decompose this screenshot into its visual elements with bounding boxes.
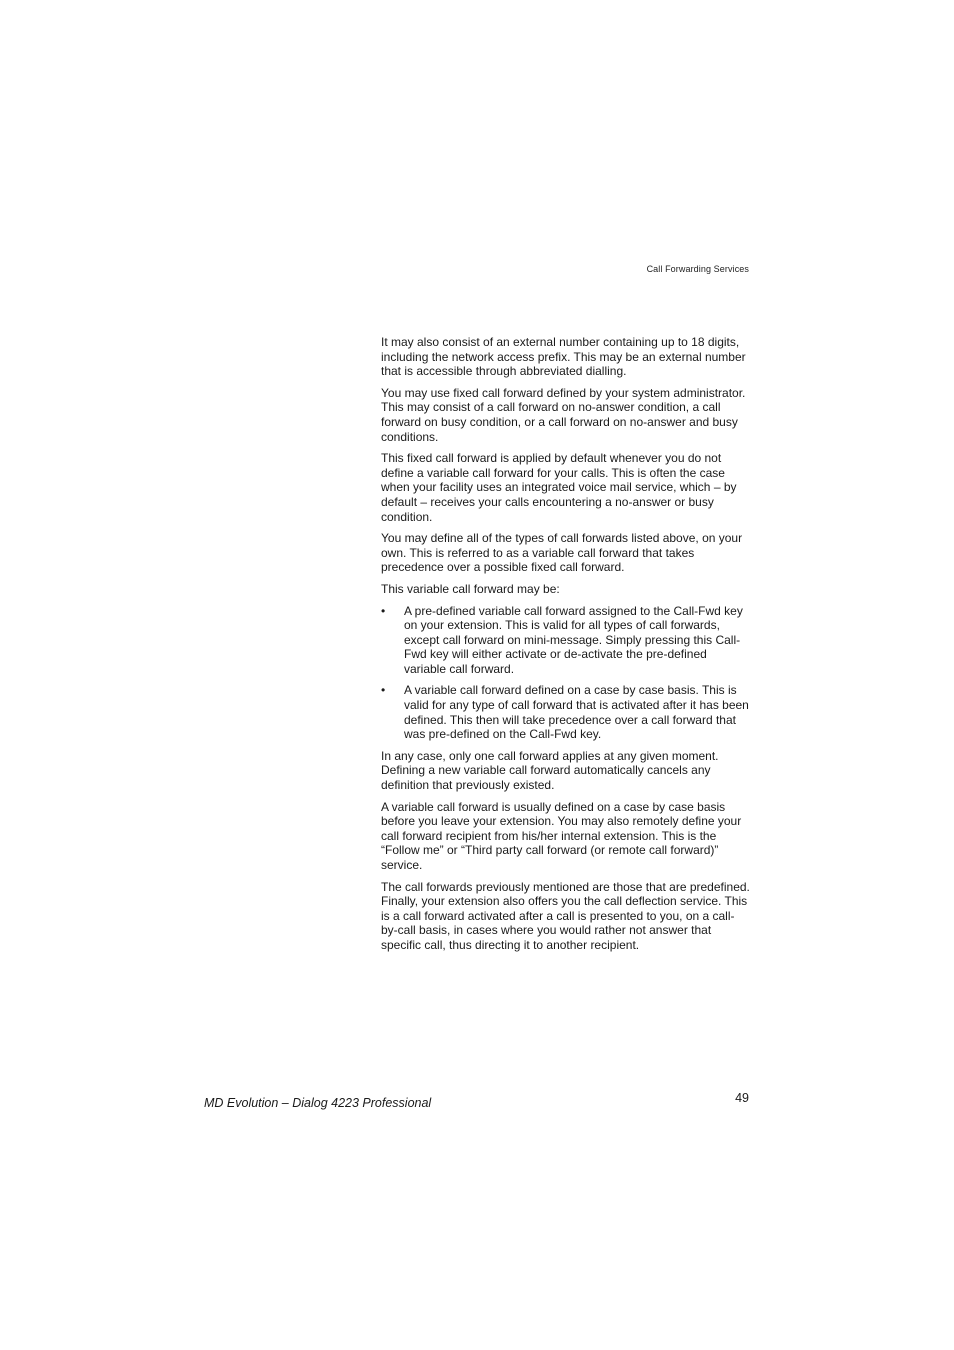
paragraph-one-call-forward: In any case, only one call forward applies at any given moment. Defining a new variable call forward automatically cancels any definition that previously existed. [381,748,719,793]
bullet-list [381,604,751,742]
bullet-text-case-by-case: A variable call forward defined on a case by case basis. This is valid for any type of call forward that is activated after it has been defined. This then will take precedence over a call forward that was pre-defined on the Call-Fwd key. [404,683,749,742]
paragraph-external-number: It may also consist of an external number containing up to 18 digits, including the network access prefix. This may be an external number that is accessible through abbreviated dialling. [381,335,746,379]
list-item [381,604,751,677]
bullet-mark: • [381,683,386,698]
paragraph-variable-intro: This variable call forward may be: [381,581,560,596]
bullet-mark: • [381,603,386,618]
paragraph-follow-me: A variable call forward is usually defined on a case by case basis before you leave your extension. You may also remotely define your call forward recipient from his/her internal extension. This is the “Follow me” or “Third party call forward (or remote call forward)” service. [381,799,742,872]
paragraph-fixed-default: This fixed call forward is applied by default whenever you do not define a variable call forward for your calls. This is often the case when your facility uses an integrated voice mail service, which – by default – receives your calls encountering a no-answer or busy condition. [381,451,737,524]
footer-document-title: MD Evolution – Dialog 4223 Professional [204,1096,432,1110]
paragraph-fixed-call-forward: You may use fixed call forward defined by your system administrator. This may consist of a call forward on no-answer condition, a call forward on busy condition, or a call forward on no-answer and busy conditions. [381,385,746,444]
list-item [381,683,751,741]
running-header: Call Forwarding Services [646,264,749,274]
paragraph-variable-definition: You may define all of the types of call forwards listed above, on your own. This is referred to as a variable call forward that takes precedence over a possible fixed call forward. [381,531,743,575]
paragraph-call-deflection: The call forwards previously mentioned are those that are predefined. Finally, your extension also offers you the call deflection service. This is a call forward activated after a call is presented to you, on a call-by-call basis, in cases where you would rather not answer that specific call, thus directing it to another recipient. [381,879,750,952]
bullet-text-predefined: A pre-defined variable call forward assigned to the Call-Fwd key on your extension. This is valid for all types of call forwards, except call forward on mini-message. Simply pressing this Call-Fwd key will either activate or de-activate the pre-defined variable call forward. [404,603,743,676]
page-number: 49 [735,1091,749,1105]
main-text-column [381,335,751,960]
